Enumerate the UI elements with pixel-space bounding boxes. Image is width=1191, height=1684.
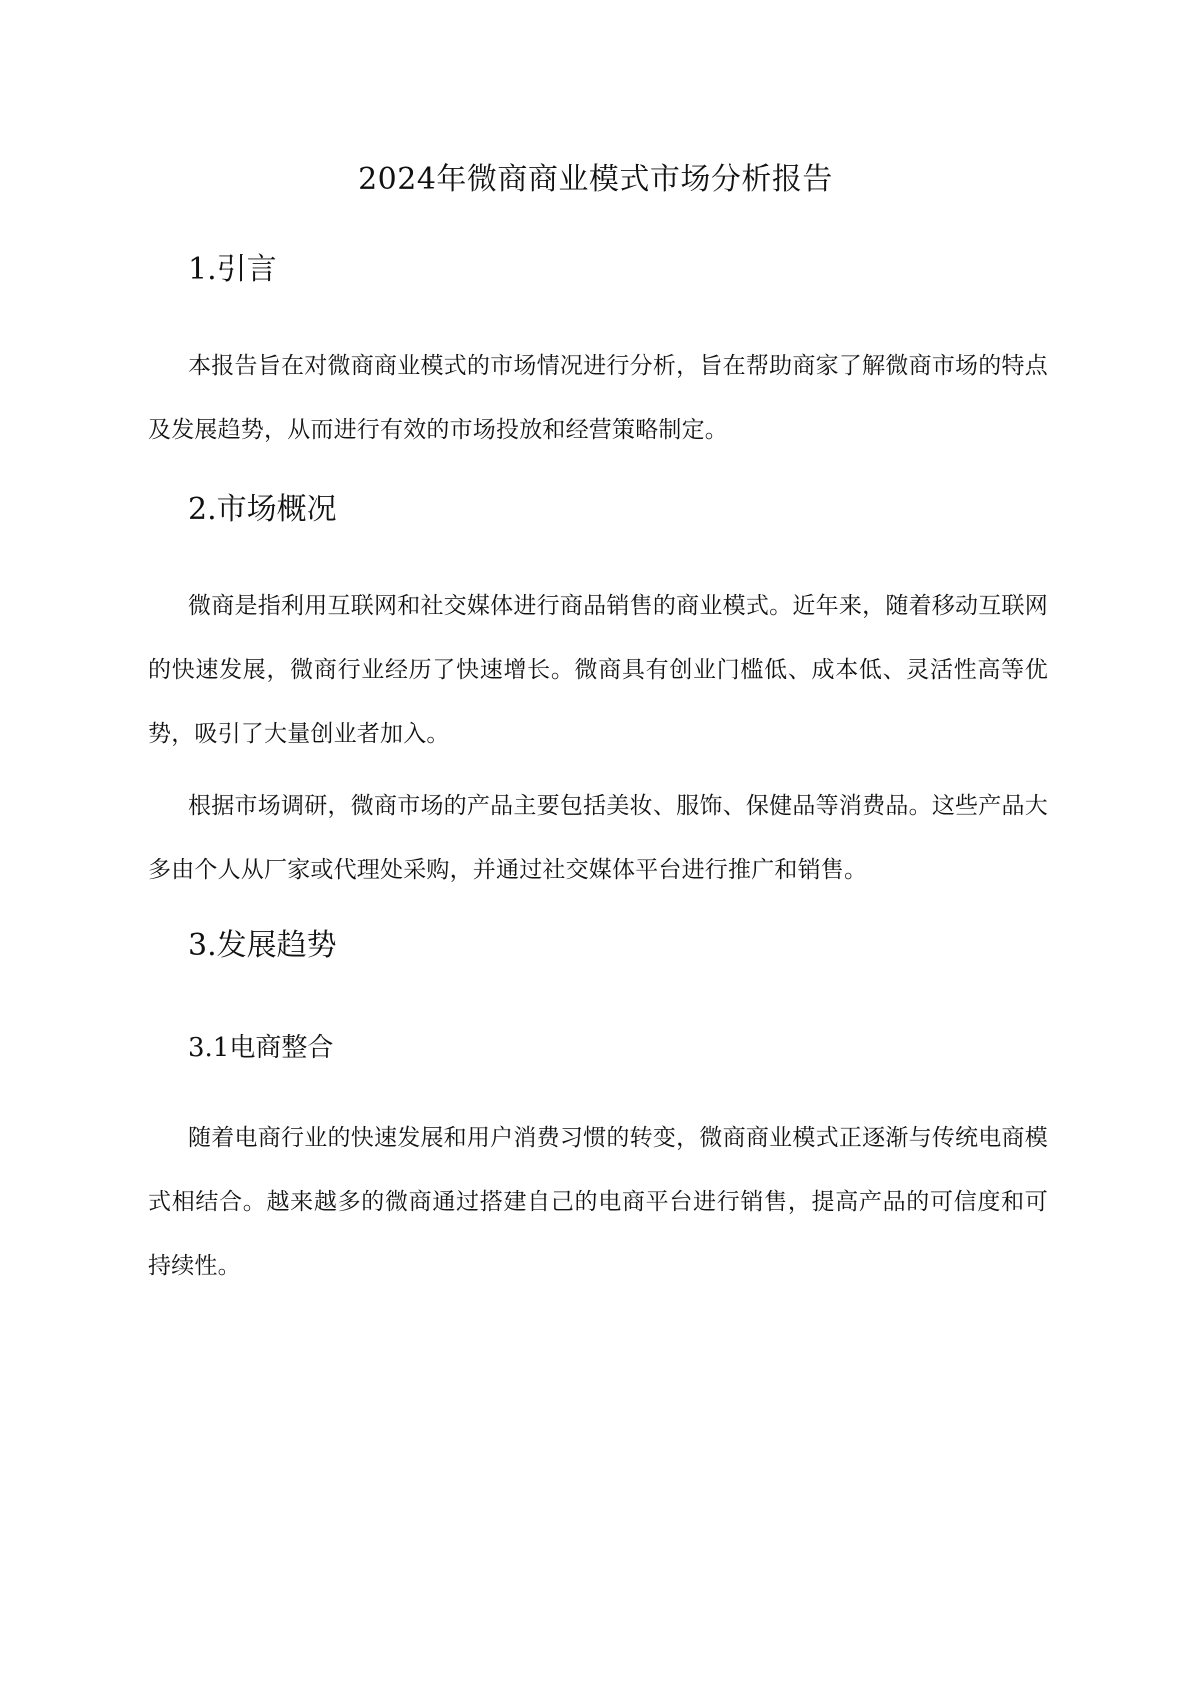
- paragraph-market-overview-2: 根据市场调研，微商市场的产品主要包括美妆、服饰、保健品等消费品。这些产品大多由个人从厂家或代理处采购，并通过社交媒体平台进行推广和销售。: [148, 793, 1048, 883]
- subsection-heading-ecommerce-integration: 3.1电商整合: [188, 1033, 334, 1063]
- document-title: 2024年微商商业模式市场分析报告: [358, 162, 833, 197]
- section-heading-introduction: 1.引言: [188, 252, 277, 287]
- paragraph-market-overview-1: 微商是指利用互联网和社交媒体进行商品销售的商业模式。近年来，随着移动互联网的快速发展，微商行业经历了快速增长。微商具有创业门槛低、成本低、灵活性高等优势，吸引了大量创业者加入。: [148, 593, 1048, 747]
- paragraph-ecommerce-integration: 随着电商行业的快速发展和用户消费习惯的转变，微商商业模式正逐渐与传统电商模式相结合。越来越多的微商通过搭建自己的电商平台进行销售，提高产品的可信度和可持续性。: [148, 1125, 1048, 1279]
- section-heading-market-overview: 2.市场概况: [188, 492, 337, 527]
- paragraph-introduction: 本报告旨在对微商商业模式的市场情况进行分析，旨在帮助商家了解微商市场的特点及发展趋势，从而进行有效的市场投放和经营策略制定。: [148, 353, 1048, 443]
- section-heading-trends: 3.发展趋势: [188, 928, 337, 963]
